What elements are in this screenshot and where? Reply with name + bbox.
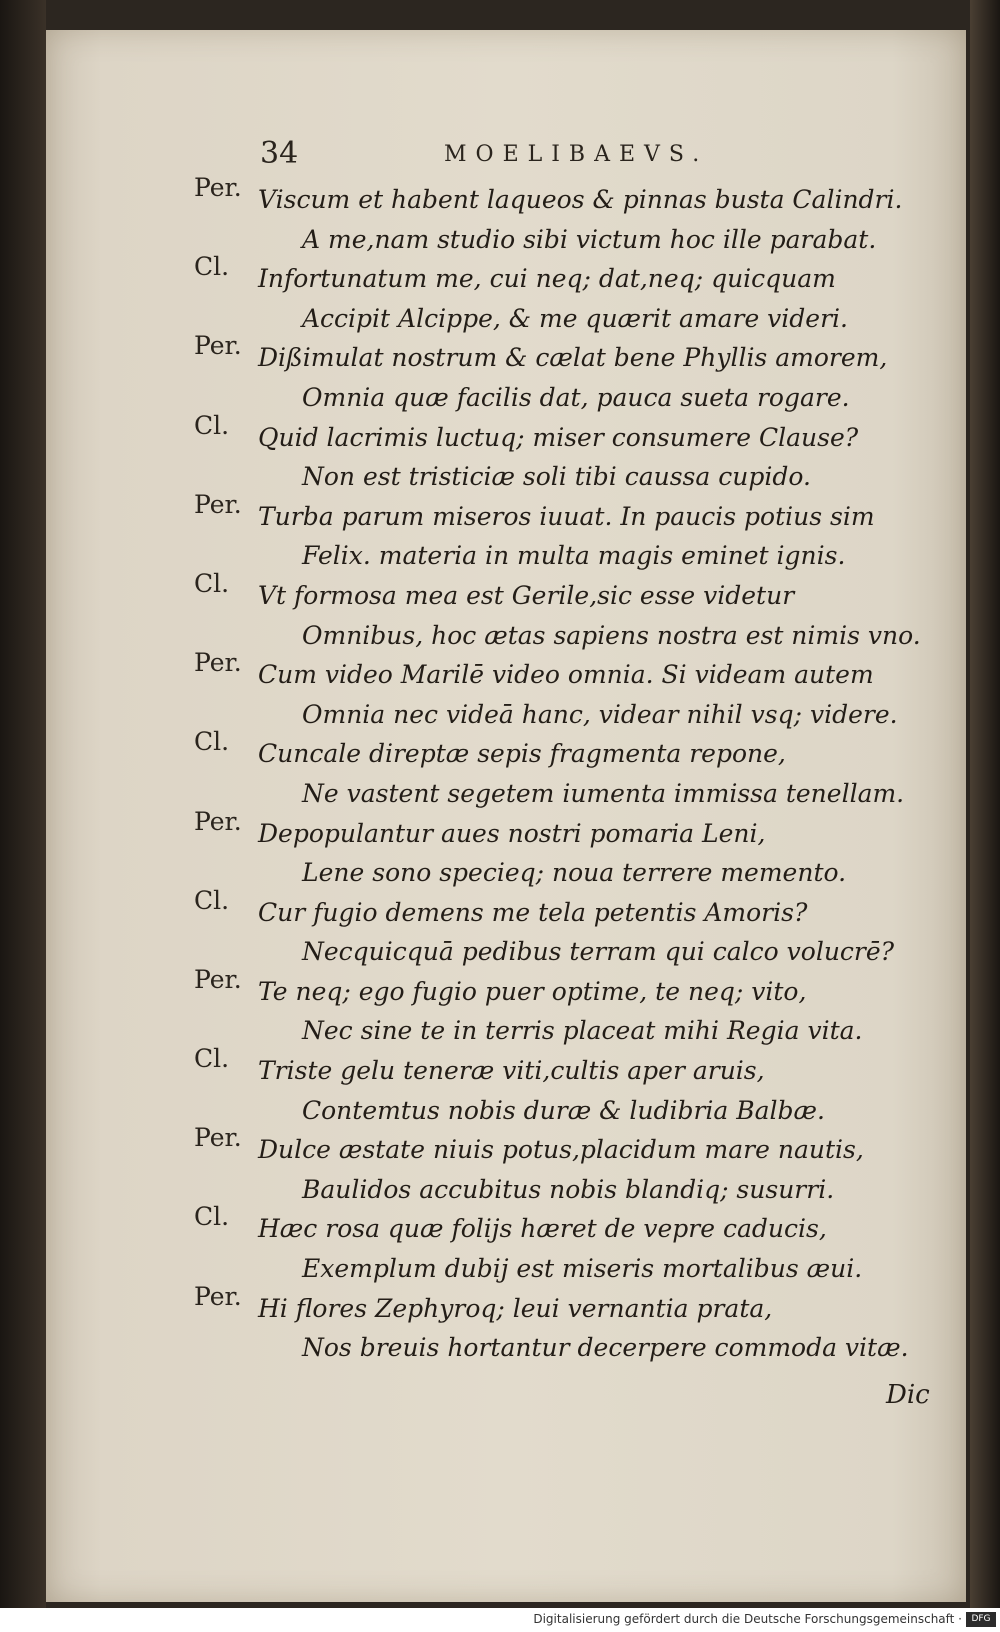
verse-text: Vt formosa mea est Gerile,sic esse videtur bbox=[258, 580, 795, 610]
verse-text: Contemtus nobis duræ & ludibria Balbæ. bbox=[302, 1095, 825, 1125]
verse-block bbox=[46, 173, 966, 1368]
verse-line bbox=[46, 173, 966, 220]
speaker-label: Per. bbox=[194, 806, 242, 836]
running-head: MOELIBAEVS. bbox=[444, 142, 709, 167]
book-spine-shadow bbox=[0, 0, 46, 1608]
verse-line bbox=[46, 1170, 966, 1210]
verse-line bbox=[46, 220, 966, 260]
verse-text: Cuncale direptæ sepis fragmenta repone, bbox=[258, 739, 786, 769]
speaker-label: Cl. bbox=[194, 1044, 230, 1074]
speaker-label: Cl. bbox=[194, 252, 230, 282]
verse-text: Non est tristiciæ soli tibi caussa cupido. bbox=[302, 462, 811, 492]
speaker-label: Per. bbox=[194, 489, 242, 519]
page-number: 34 bbox=[260, 136, 299, 171]
verse-text: Hi flores Zephyroq; leui vernantia prata, bbox=[258, 1293, 773, 1323]
verse-text: Dißimulat nostrum & cælat bene Phyllis amorem, bbox=[258, 343, 888, 373]
verse-text: Triste gelu teneræ viti,cultis aper aruis, bbox=[258, 1056, 765, 1086]
verse-line bbox=[46, 932, 966, 972]
book-page bbox=[46, 30, 966, 1602]
verse-text: Felix. materia in multa magis eminet ignis. bbox=[302, 541, 846, 571]
verse-line bbox=[46, 489, 966, 537]
verse-text: Omnia quæ facilis dat, pauca sueta rogare. bbox=[302, 382, 850, 412]
verse-line bbox=[46, 568, 966, 616]
verse-text: Accipit Alcippe, & me quærit amare videri. bbox=[302, 303, 848, 333]
page-header bbox=[46, 136, 966, 176]
funding-notice: Digitalisierung gefördert durch die Deutsche Forschungsgemeinschaft · bbox=[533, 1612, 962, 1626]
speaker-label: Per. bbox=[194, 964, 242, 994]
verse-line bbox=[46, 331, 966, 378]
verse-line bbox=[46, 774, 966, 814]
speaker-label: Per. bbox=[194, 1281, 242, 1311]
verse-text: Dulce æstate niuis potus,placidum mare nautis, bbox=[258, 1135, 864, 1165]
book-edge-shadow bbox=[970, 0, 1000, 1608]
verse-text: Baulidos accubitus nobis blandiq; susurri. bbox=[302, 1174, 835, 1204]
verse-text: Lene sono specieq; noua terrere memento. bbox=[302, 858, 847, 888]
verse-text: Omnia nec videā hanc, videar nihil vsq; videre. bbox=[302, 699, 898, 729]
verse-line bbox=[46, 648, 966, 695]
verse-line bbox=[46, 1011, 966, 1051]
verse-text: Cur fugio demens me tela petentis Amoris? bbox=[258, 897, 808, 927]
verse-line bbox=[46, 1091, 966, 1131]
verse-line bbox=[46, 252, 966, 299]
verse-text: A me,nam studio sibi victum hoc ille parabat. bbox=[302, 224, 877, 254]
footer-bar bbox=[0, 1608, 1000, 1632]
catchword: Dic bbox=[886, 1380, 930, 1410]
verse-text: Nos breuis hortantur decerpere commoda vitæ. bbox=[302, 1333, 909, 1363]
verse-line bbox=[46, 1249, 966, 1289]
verse-text: Cum video Marilē video omnia. Si videam autem bbox=[258, 660, 874, 690]
verse-line bbox=[46, 1044, 966, 1091]
speaker-label: Per. bbox=[194, 648, 242, 678]
verse-line bbox=[46, 457, 966, 497]
speaker-label: Cl. bbox=[194, 885, 230, 915]
verse-line bbox=[46, 1281, 966, 1329]
verse-line bbox=[46, 695, 966, 735]
verse-line bbox=[46, 378, 966, 418]
verse-text: Infortunatum me, cui neq; dat,neq; quicquam bbox=[258, 264, 836, 294]
verse-line bbox=[46, 885, 966, 933]
verse-line bbox=[46, 806, 966, 854]
dfg-logo: DFG bbox=[966, 1612, 996, 1627]
verse-text: Viscum et habent laqueos & pinnas busta Calindri. bbox=[258, 185, 903, 214]
verse-line bbox=[46, 1202, 966, 1249]
verse-text: Te neq; ego fugio puer optime, te neq; vito, bbox=[258, 976, 807, 1006]
verse-text: Omnibus, hoc ætas sapiens nostra est nimis vno. bbox=[302, 620, 921, 650]
speaker-label: Cl. bbox=[194, 410, 230, 440]
verse-text: Quid lacrimis luctuq; miser consumere Clause? bbox=[258, 422, 859, 452]
verse-text: Exemplum dubij est miseris mortalibus æui. bbox=[302, 1254, 863, 1284]
verse-text: Hæc rosa quæ folijs hæret de vepre caducis, bbox=[258, 1214, 827, 1244]
speaker-label: Cl. bbox=[194, 568, 230, 598]
verse-line bbox=[46, 616, 966, 656]
speaker-label: Per. bbox=[194, 1123, 242, 1153]
verse-text: Nec sine te in terris placeat mihi Regia vita. bbox=[302, 1016, 863, 1046]
verse-line bbox=[46, 1328, 966, 1368]
speaker-label: Cl. bbox=[194, 727, 230, 757]
verse-line bbox=[46, 853, 966, 893]
verse-text: Ne vastent segetem iumenta immissa tenellam. bbox=[302, 778, 905, 808]
verse-line bbox=[46, 1123, 966, 1170]
speaker-label: Per. bbox=[194, 331, 242, 361]
verse-text: Turba parum miseros iuuat. In paucis potius sim bbox=[258, 501, 875, 531]
speaker-label: Cl. bbox=[194, 1202, 230, 1232]
verse-text: Depopulantur aues nostri pomaria Leni, bbox=[258, 818, 766, 848]
verse-line bbox=[46, 410, 966, 458]
verse-text: Necquicquā pedibus terram qui calco volucrē? bbox=[302, 937, 895, 967]
verse-line bbox=[46, 727, 966, 774]
verse-line bbox=[46, 964, 966, 1012]
speaker-label: Per. bbox=[194, 173, 242, 202]
verse-line bbox=[46, 299, 966, 339]
verse-line bbox=[46, 536, 966, 576]
